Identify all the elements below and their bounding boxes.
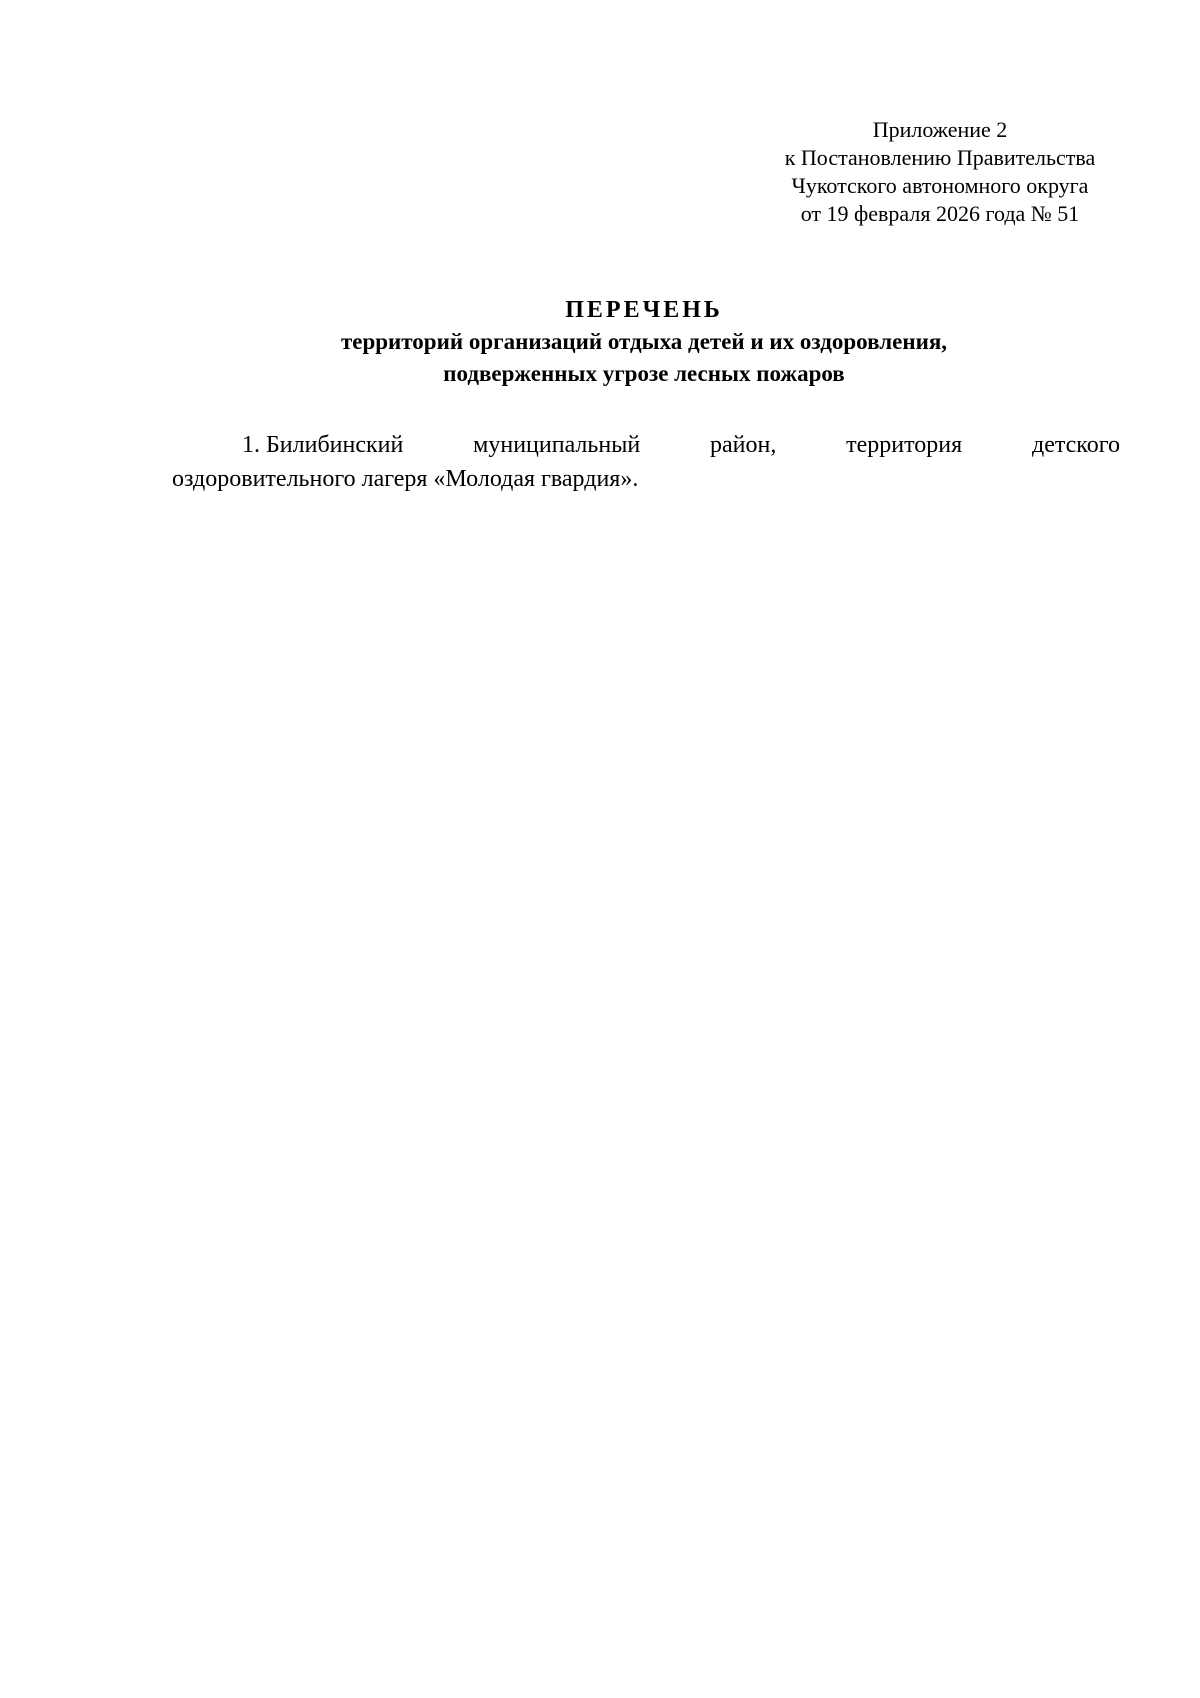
title-main: ПЕРЕЧЕНЬ [565,297,723,323]
list-body [172,428,1120,496]
list-item-1-word: 1. Билибинский [242,432,404,458]
list-item-1-continuation: оздоровительного лагеря «Молодая гвардия». [172,466,639,492]
title-subtitle-line-2: подверженных угрозе лесных пожаров [443,361,845,386]
document-title [170,294,1118,390]
appendix-authority: Чукотского автономного округа [791,173,1089,198]
list-item-1-word: муниципальный [473,432,641,458]
list-item-1-first-line [172,428,1120,462]
list-item-1-word: детского [1032,432,1120,458]
appendix-header [730,116,1150,228]
title-subtitle-line-1: территорий организаций отдыха детей и их оздоровления, [340,329,948,354]
list-item-1-word: территория [846,432,963,458]
appendix-reference: к Постановлению Правительства [784,145,1096,170]
appendix-date: от 19 февраля 2026 года № 51 [800,201,1080,226]
list-item-1-word: район, [709,432,777,458]
appendix-number: Приложение 2 [872,117,1008,142]
